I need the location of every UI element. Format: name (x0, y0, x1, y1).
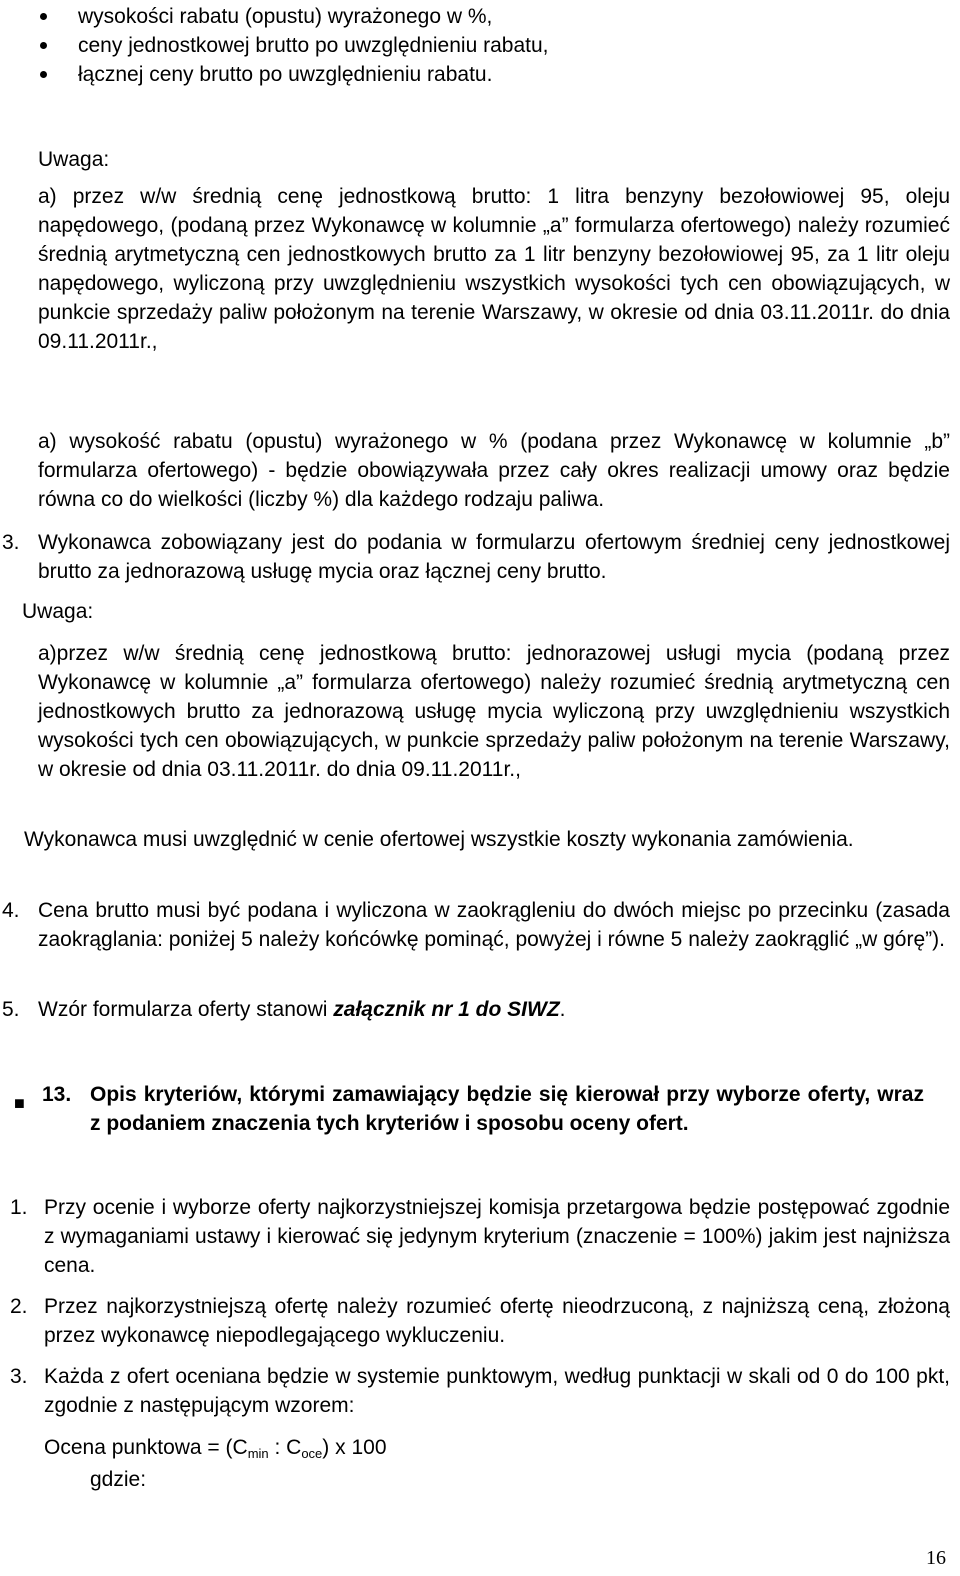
page-number: 16 (926, 1547, 946, 1569)
uwaga-label: Uwaga: (38, 148, 110, 171)
item-number: 5. (2, 998, 20, 1021)
formula-subscript-min: min (247, 1446, 269, 1461)
numbered-item (2, 896, 950, 954)
criteria-item (10, 1292, 950, 1350)
criteria-item (10, 1362, 950, 1420)
item-number: 1. (10, 1196, 28, 1219)
uwaga-label: Uwaga: (22, 600, 94, 623)
item-text-end: . (559, 998, 566, 1021)
item-number: 3. (10, 1365, 28, 1388)
item-text: Każda z ofert oceniana będzie w systemie punktowym, według punktacji w skali od 0 do 100 pkt, zgodnie z następującym wzorem: (44, 1365, 950, 1417)
formula-suffix: ) x 100 (322, 1436, 387, 1459)
scoring-formula (44, 1433, 387, 1468)
bullet-dot-icon (40, 71, 47, 78)
bullet-list (40, 2, 920, 89)
item-text-plain: Wzór formularza oferty stanowi (38, 998, 334, 1021)
item-number: 3. (2, 531, 20, 554)
costs-paragraph: Wykonawca musi uwzględnić w cenie ofertowej wszystkie koszty wykonania zamówienia. (24, 828, 854, 851)
bullet-dot-icon (40, 13, 47, 20)
section-title: Opis kryteriów, którymi zamawiający będzie się kierował przy wyborze oferty, wraz z podaniem znaczenia tych kryteriów i sposobu oceny ofert. (90, 1083, 924, 1135)
list-item (40, 31, 920, 60)
list-item-text: łącznej ceny brutto po uwzględnieniu rabatu. (78, 63, 493, 86)
formula-where-label: gdzie: (90, 1468, 147, 1491)
section-number: 13. (42, 1083, 72, 1106)
item-text: Cena brutto musi być podana i wyliczona w zaokrągleniu do dwóch miejsc po przecinku (zasada zaokrąglania: poniżej 5 należy końcówkę pominąć, powyżej i równe 5 należy zaokrąglić „w górę”). (38, 899, 950, 951)
numbered-item (2, 995, 950, 1024)
uwaga-paragraph-a: a)przez w/w średnią cenę jednostkową brutto: jednorazowej usługi mycia (podaną przez Wykonawcę w kolumnie „a” formularza ofertowego) należy rozumieć średnią arytmetyczną cen jednostkowych brutto za jednorazową usługę mycia wyliczoną przy uwzględnieniu wszystkich wysokości tych cen obowiązujących, w punkcie sprzedaży paliw położonym na terenie Warszawy, w okresie od dnia 03.11.2011r. do dnia 09.11.2011r., (38, 642, 950, 781)
section-heading (14, 1080, 924, 1138)
attachment-reference: załącznik nr 1 do SIWZ (333, 998, 560, 1021)
item-text: Przez najkorzystniejszą ofertę należy rozumieć ofertę nieodrzuconą, z najniższą ceną, złożoną przez wykonawcę niepodlegającego wykluczeniu. (44, 1295, 950, 1347)
item-text (38, 995, 950, 1024)
formula-subscript-oce: oce (301, 1446, 323, 1461)
uwaga-paragraph-a: a) przez w/w średnią cenę jednostkową brutto: 1 litra benzyny bezołowiowej 95, oleju napędowego, (podaną przez Wykonawcę w kolumnie „a” formularza ofertowego) należy rozumieć średnią arytmetyczną cen jednostkowych brutto za 1 litr benzyny bezołowiowej 95, za 1 litr oleju napędowego, wyliczoną przy uwzględnieniu wszystkich wysokości tych cen obowiązujących, w punkcie sprzedaży paliw położonym na terenie Warszawy, w okresie od dnia 03.11.2011r. do dnia 09.11.2011r., (38, 185, 950, 353)
item-text: Przy ocenie i wyborze oferty najkorzystniejszej komisja przetargowa będzie postępować zgodnie z wymaganiami ustawy i kierować się jedynym kryterium (znaczenie = 100%) jakim jest najniższa cena. (44, 1196, 950, 1277)
item-text: Wykonawca zobowiązany jest do podania w formularzu ofertowym średniej ceny jednostkowej brutto za jednorazową usługę mycia oraz łącznej ceny brutto. (38, 531, 950, 583)
list-item (40, 2, 920, 31)
square-bullet-icon: ■ (14, 1093, 25, 1113)
criteria-item (10, 1193, 950, 1280)
uwaga-paragraph-b: a) wysokość rabatu (opustu) wyrażonego w % (podana przez Wykonawcę w kolumnie „b” formularza ofertowego) - będzie obowiązywała przez cały okres realizacji umowy oraz będzie równa co do wielkości (liczby %) dla każdego rodzaju paliwa. (38, 430, 950, 511)
list-item (40, 60, 920, 89)
bullet-dot-icon (40, 42, 47, 49)
formula-prefix: Ocena punktowa = (C (44, 1436, 248, 1459)
item-number: 4. (2, 899, 20, 922)
numbered-item (2, 528, 950, 586)
item-number: 2. (10, 1295, 28, 1318)
list-item-text: wysokości rabatu (opustu) wyrażonego w %, (78, 5, 493, 28)
list-item-text: ceny jednostkowej brutto po uwzględnieniu rabatu, (78, 34, 549, 57)
formula-mid: : C (268, 1436, 302, 1459)
